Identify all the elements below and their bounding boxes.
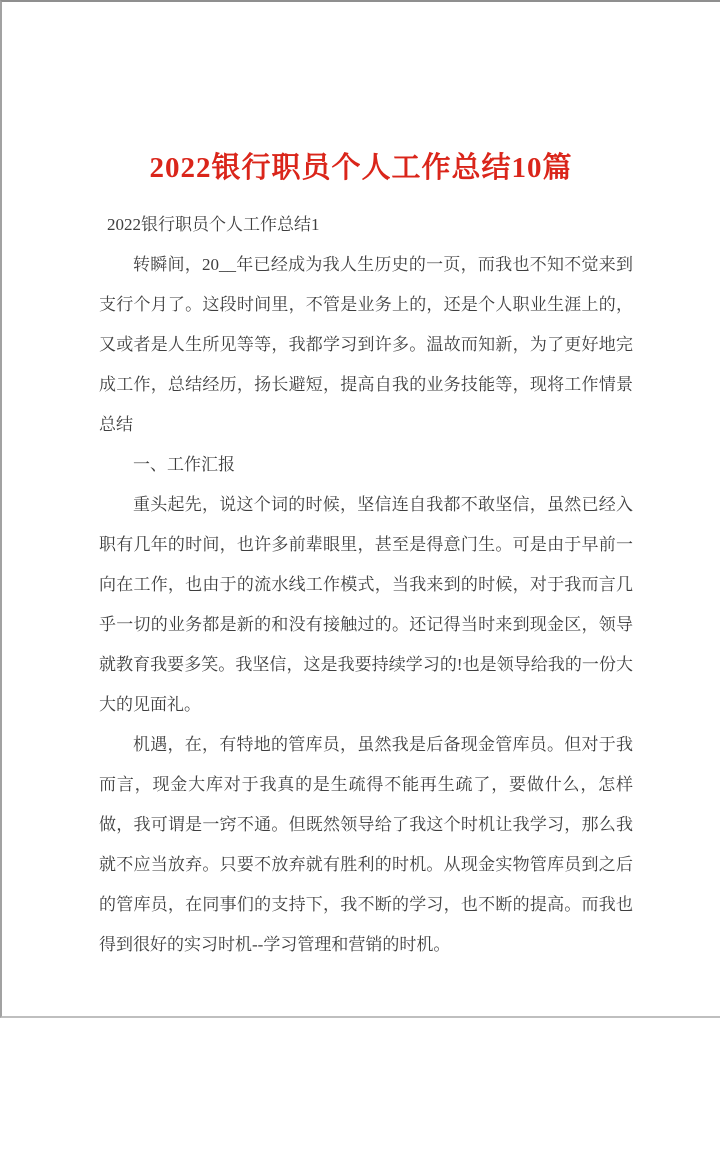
section-heading: 一、工作汇报: [133, 455, 235, 474]
document-page: [2, 150, 720, 1164]
paragraph: 重头起先，说这个词的时候，坚信连自我都不敢坚信，虽然已经入职有几年的时间，也许多前辈眼里，甚至是得意门生。可是由于早前一向在工作，也由于的流水线工作模式，当我来到的时候，对于我而言几乎一切的业务都是新的和没有接触过的。还记得当时来到现金区，领导就教育我要多笑。我坚信，这是我要持续学习的!也是领导给我的一份大大的见面礼。: [99, 495, 633, 714]
paragraph: 转瞬间，20__年已经成为我人生历史的一页，而我也不知不觉来到支行个月了。这段时间里，不管是业务上的，还是个人职业生涯上的，又或者是人生所见等等，我都学习到许多。温故而知新，为了更好地完成工作，总结经历，扬长避短，提高自我的业务技能等，现将工作情景总结: [99, 255, 633, 434]
paragraph: 机遇，在，有特地的管库员，虽然我是后备现金管库员。但对于我而言，现金大库对于我真的是生疏得不能再生疏了，要做什么，怎样做，我可谓是一窍不通。但既然领导给了我这个时机让我学习，那么我就不应当放弃。只要不放弃就有胜利的时机。从现金实物管库员到之后的管库员，在同事们的支持下，我不断的学习，也不断的提高。而我也得到很好的实习时机--学习管理和营销的时机。: [99, 735, 633, 954]
section-subtitle: 2022银行职员个人工作总结1: [107, 215, 320, 234]
document-title: 2022银行职员个人工作总结10篇: [149, 152, 573, 184]
document-body: [99, 205, 633, 965]
